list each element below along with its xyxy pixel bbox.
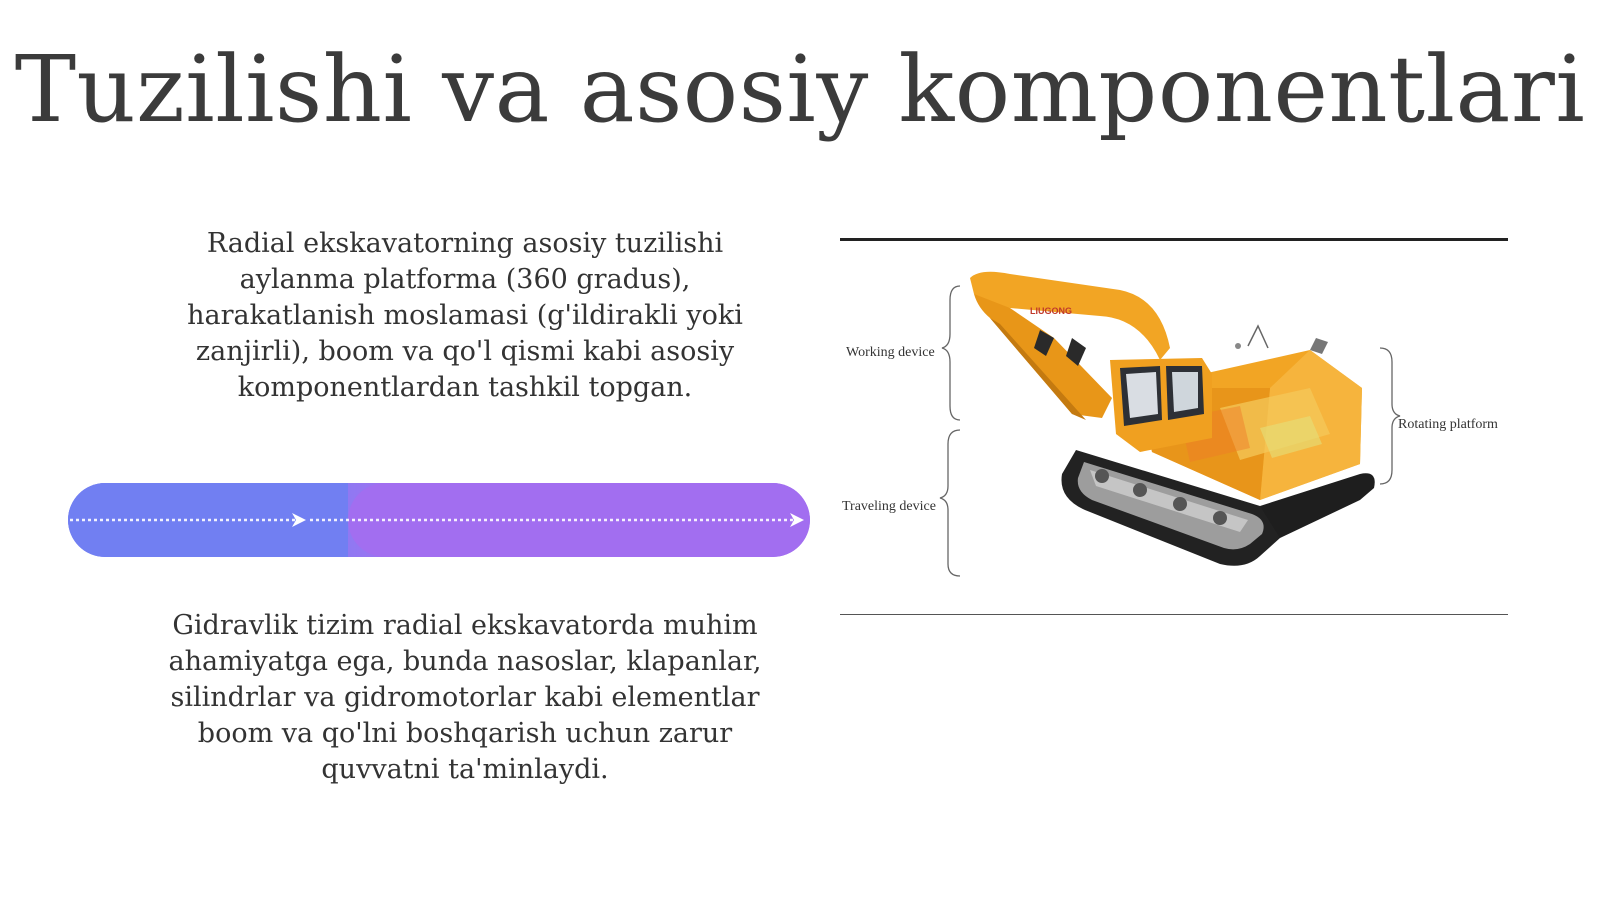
label-working-device: Working device	[846, 345, 935, 360]
label-traveling-device: Traveling device	[842, 499, 936, 514]
label-rotating-platform: Rotating platform	[1398, 417, 1498, 432]
paragraph-hydraulics: Gidravlik tizim radial ekskavatorda muhim ahamiyatga ega, bunda nasoslar, klapanlar, silindrlar va gidromotorlar kabi elementlar boom va qo'lni boshqarish uchun zarur quvvatni ta'minlaydi.	[168, 610, 762, 785]
timeline-bar	[68, 483, 810, 557]
working-device-brace	[942, 286, 960, 420]
operator-cab	[1110, 358, 1212, 452]
brand-text: LIUGONG	[1030, 306, 1072, 316]
figure-bottom-rule	[840, 614, 1508, 615]
traveling-device-brace	[940, 430, 960, 576]
paragraph-structure: Radial ekskavatorning asosiy tuzilishi aylanma platforma (360 gradus), harakatlanish moslamasi (g'ildirakli yoki zanjirli), boom va qo'l qismi kabi asosiy komponentlardan tashkil topgan.	[187, 228, 743, 403]
timeline-arrows	[68, 483, 810, 557]
slide-title: Tuzilishi va asosiy komponentlari	[14, 36, 1586, 143]
rotating-platform-brace	[1380, 348, 1400, 484]
